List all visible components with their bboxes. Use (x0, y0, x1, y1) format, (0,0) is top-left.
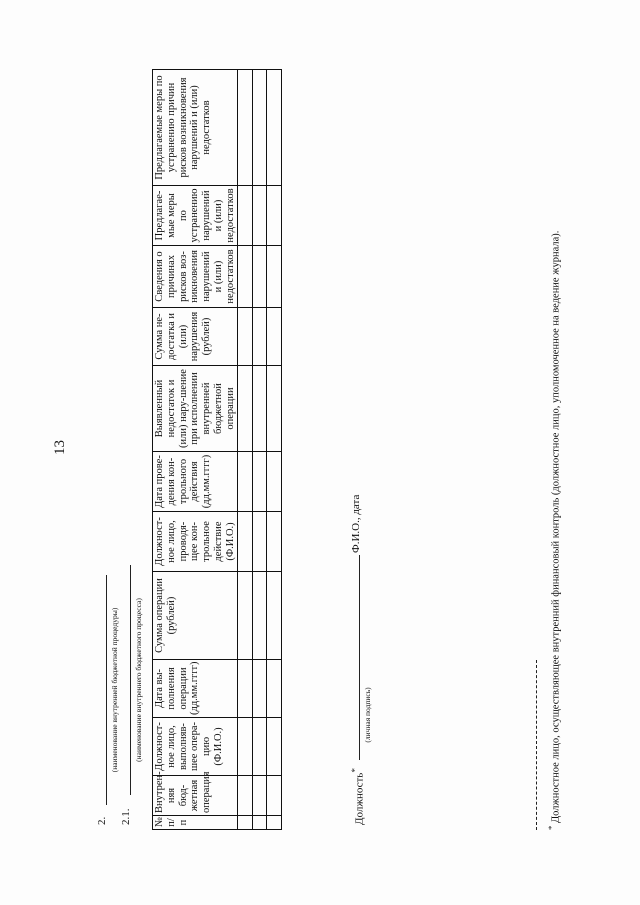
col-header-operation: Внутрен-няя бюд-жетная операция (153, 776, 238, 816)
col-header-violation-amount: Сумма не-достатка и (или) нарушения (рублей) (153, 308, 238, 366)
table-row (238, 70, 253, 830)
col-header-control-date: Дата прове-дения кон-трольного действия (дд.мм.гггг) (153, 452, 238, 512)
signature-caption: (личная подпись) (363, 687, 372, 743)
signature-label: Должность* (350, 768, 366, 825)
page-number: 13 (52, 440, 68, 455)
table-row (252, 70, 267, 830)
col-header-number: № п/п (153, 816, 238, 830)
col-header-controller: Должност-ное лицо, проводя-щее кон-трольное действие (Ф.И.О.) (153, 512, 238, 572)
col-header-corrective-measures: Предлагае-мые меры по устранению нарушений и (или) недостатков (153, 186, 238, 246)
col-header-execution-date: Дата вы-полнения операции (дд.мм.гггг) (153, 660, 238, 718)
procedure-number: 2. (96, 816, 108, 825)
footnote-text: Должностное лицо, осуществляющее внутренний финансовый контроль (должностное лицо, уполномоченное на ведение журнала). (550, 230, 562, 823)
footnote (546, 231, 562, 830)
footnote-mark: * (546, 825, 556, 830)
col-header-operation-amount: Сумма операции (рублей) (153, 572, 238, 660)
signature-footnote-mark: * (350, 768, 360, 773)
col-header-preventive-measures: Предлагаемые меры по устранению причин рисков возникновения нарушений и (или) недостатков (153, 70, 238, 186)
col-header-violation: Выявленный недостаток и (или) нару-шение при исполнении внутренней бюджетной операции (153, 366, 238, 452)
table-header-row (153, 70, 238, 830)
table-row (267, 70, 282, 830)
signature-line (359, 555, 360, 760)
process-name-caption: (наименование внутреннего бюджетного процесса) (134, 598, 143, 762)
signature-fio-date: Ф.И.О., дата (350, 494, 362, 553)
control-journal-table (152, 69, 282, 830)
procedure-name-caption: (наименование внутренней бюджетной процедуры) (110, 607, 119, 773)
col-header-risk-causes: Сведения о причинах рисков воз-никновения нарушений и (или) недостатков (153, 246, 238, 308)
col-header-executor: Должност-ное лицо, выполняв-шее опера-цию (Ф.И.О.) (153, 718, 238, 776)
process-name-blank (130, 565, 131, 795)
process-number: 2.1. (120, 808, 132, 825)
footnote-rule (536, 660, 537, 830)
procedure-name-blank (106, 575, 107, 805)
